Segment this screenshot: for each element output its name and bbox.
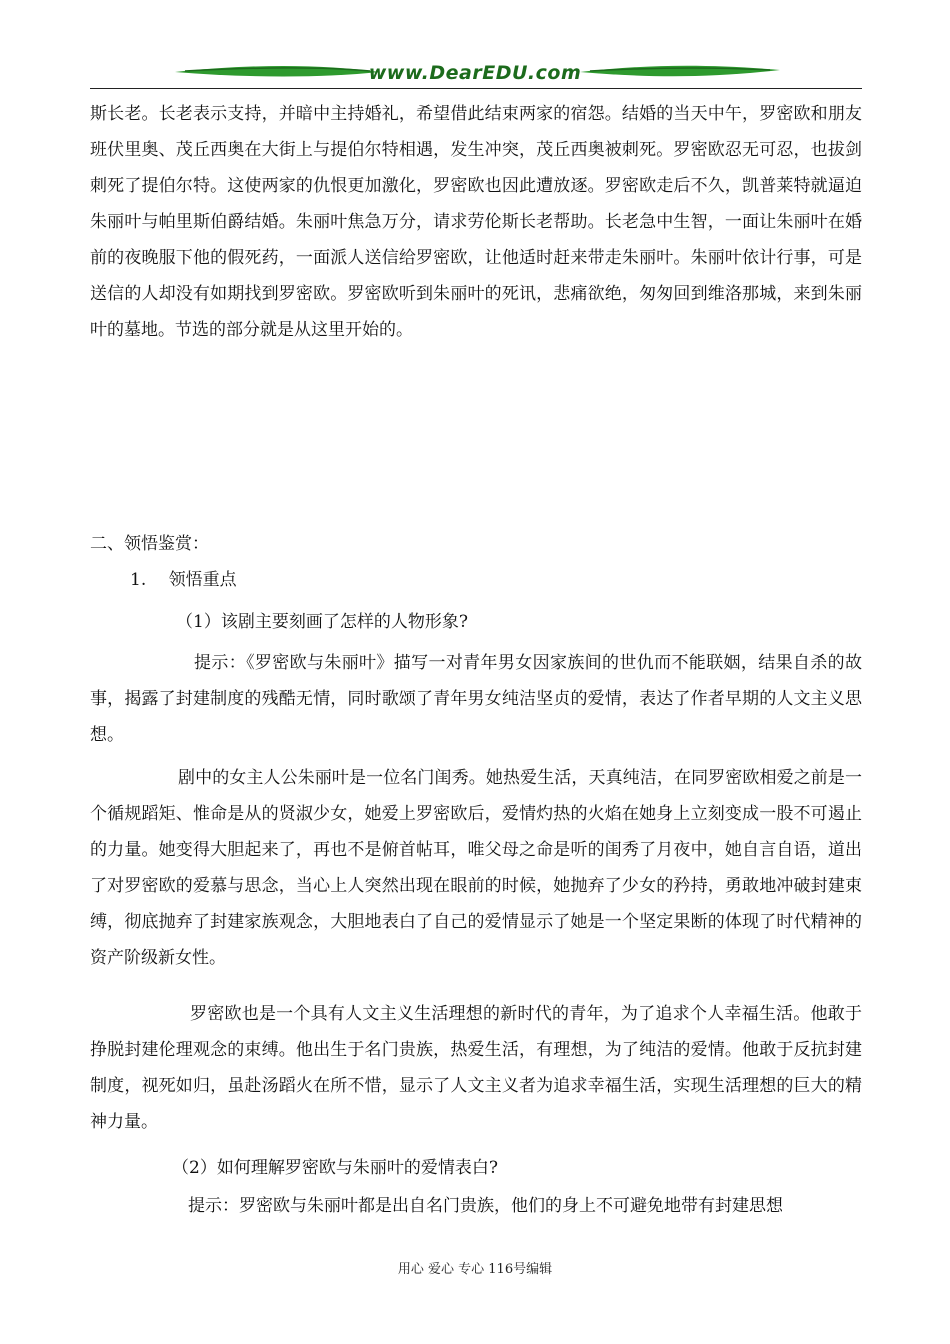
subsection-heading: 1. 领悟重点 <box>130 570 237 590</box>
site-header <box>90 58 860 90</box>
question-2: （2）如何理解罗密欧与朱丽叶的爱情表白? <box>172 1158 498 1178</box>
question-1: （1）该剧主要刻画了怎样的人物形象? <box>176 612 468 632</box>
paragraph-juliet: 剧中的女主人公朱丽叶是一位名门闺秀。她热爱生活，天真纯洁，在同罗密欧相爱之前是一个循规蹈矩、惟命是从的贤淑少女，她爱上罗密欧后，爱情灼热的火焰在她身上立刻变成一股不可遏止的力量。她变得大胆起来了，再也不是俯首帖耳，唯父母之命是听的闺秀了月夜中，她自言自语，道出了对罗密欧的爱慕与思念，当心上人突然出现在眼前的时候，她抛弃了少女的矜持，勇敢地冲破封建束缚，彻底抛弃了封建家族观念，大胆地表白了自己的爱情显示了她是一个坚定果断的体现了时代精神的资产阶级新女性。 <box>90 768 862 968</box>
site-name: www.DearEDU.com <box>368 62 582 84</box>
paragraph-plot-summary: 斯长老。长老表示支持，并暗中主持婚礼，希望借此结束两家的宿怨。结婚的当天中午，罗密欧和朋友班伏里奥、茂丘西奥在大街上与提伯尔特相遇，发生冲突，茂丘西奥被刺死。罗密欧忍无可忍，也拔剑刺死了提伯尔特。这使两家的仇恨更加激化，罗密欧也因此遭放逐。罗密欧走后不久，凯普莱特就逼迫朱丽叶与帕里斯伯爵结婚。朱丽叶焦急万分，请求劳伦斯长老帮助。长老急中生智，一面让朱丽叶在婚前的夜晚服下他的假死药，一面派人送信给罗密欧，让他适时赶来带走朱丽叶。朱丽叶依计行事，可是送信的人却没有如期找到罗密欧。罗密欧听到朱丽叶的死讯，悲痛欲绝，匆匆回到维洛那城，来到朱丽叶的墓地。节选的部分就是从这里开始的。 <box>90 104 862 340</box>
paragraph-romeo: 罗密欧也是一个具有人文主义生活理想的新时代的青年，为了追求个人幸福生活。他敢于挣脱封建伦理观念的束缚。他出生于名门贵族，热爱生活，有理想，为了纯洁的爱情。他敢于反抗封建制度，视死如归，虽赴汤蹈火在所不惜，显示了人文主义者为追求幸福生活，实现生活理想的巨大的精神力量。 <box>90 1004 862 1132</box>
paragraph-hint-1: 提示：《罗密欧与朱丽叶》描写一对青年男女因家族间的世仇而不能联姻，结果自杀的故事，揭露了封建制度的残酷无情，同时歌颂了青年男女纯洁坚贞的爱情，表达了作者早期的人文主义思想。 <box>90 653 862 745</box>
header-rule <box>90 88 862 89</box>
section-heading: 二、领悟鉴赏： <box>90 534 209 554</box>
page-footer: 用心 爱心 专心 116号编辑 <box>397 1262 553 1277</box>
paragraph-hint-2: 提示：罗密欧与朱丽叶都是出自名门贵族，他们的身上不可避免地带有封建思想 <box>188 1196 783 1216</box>
